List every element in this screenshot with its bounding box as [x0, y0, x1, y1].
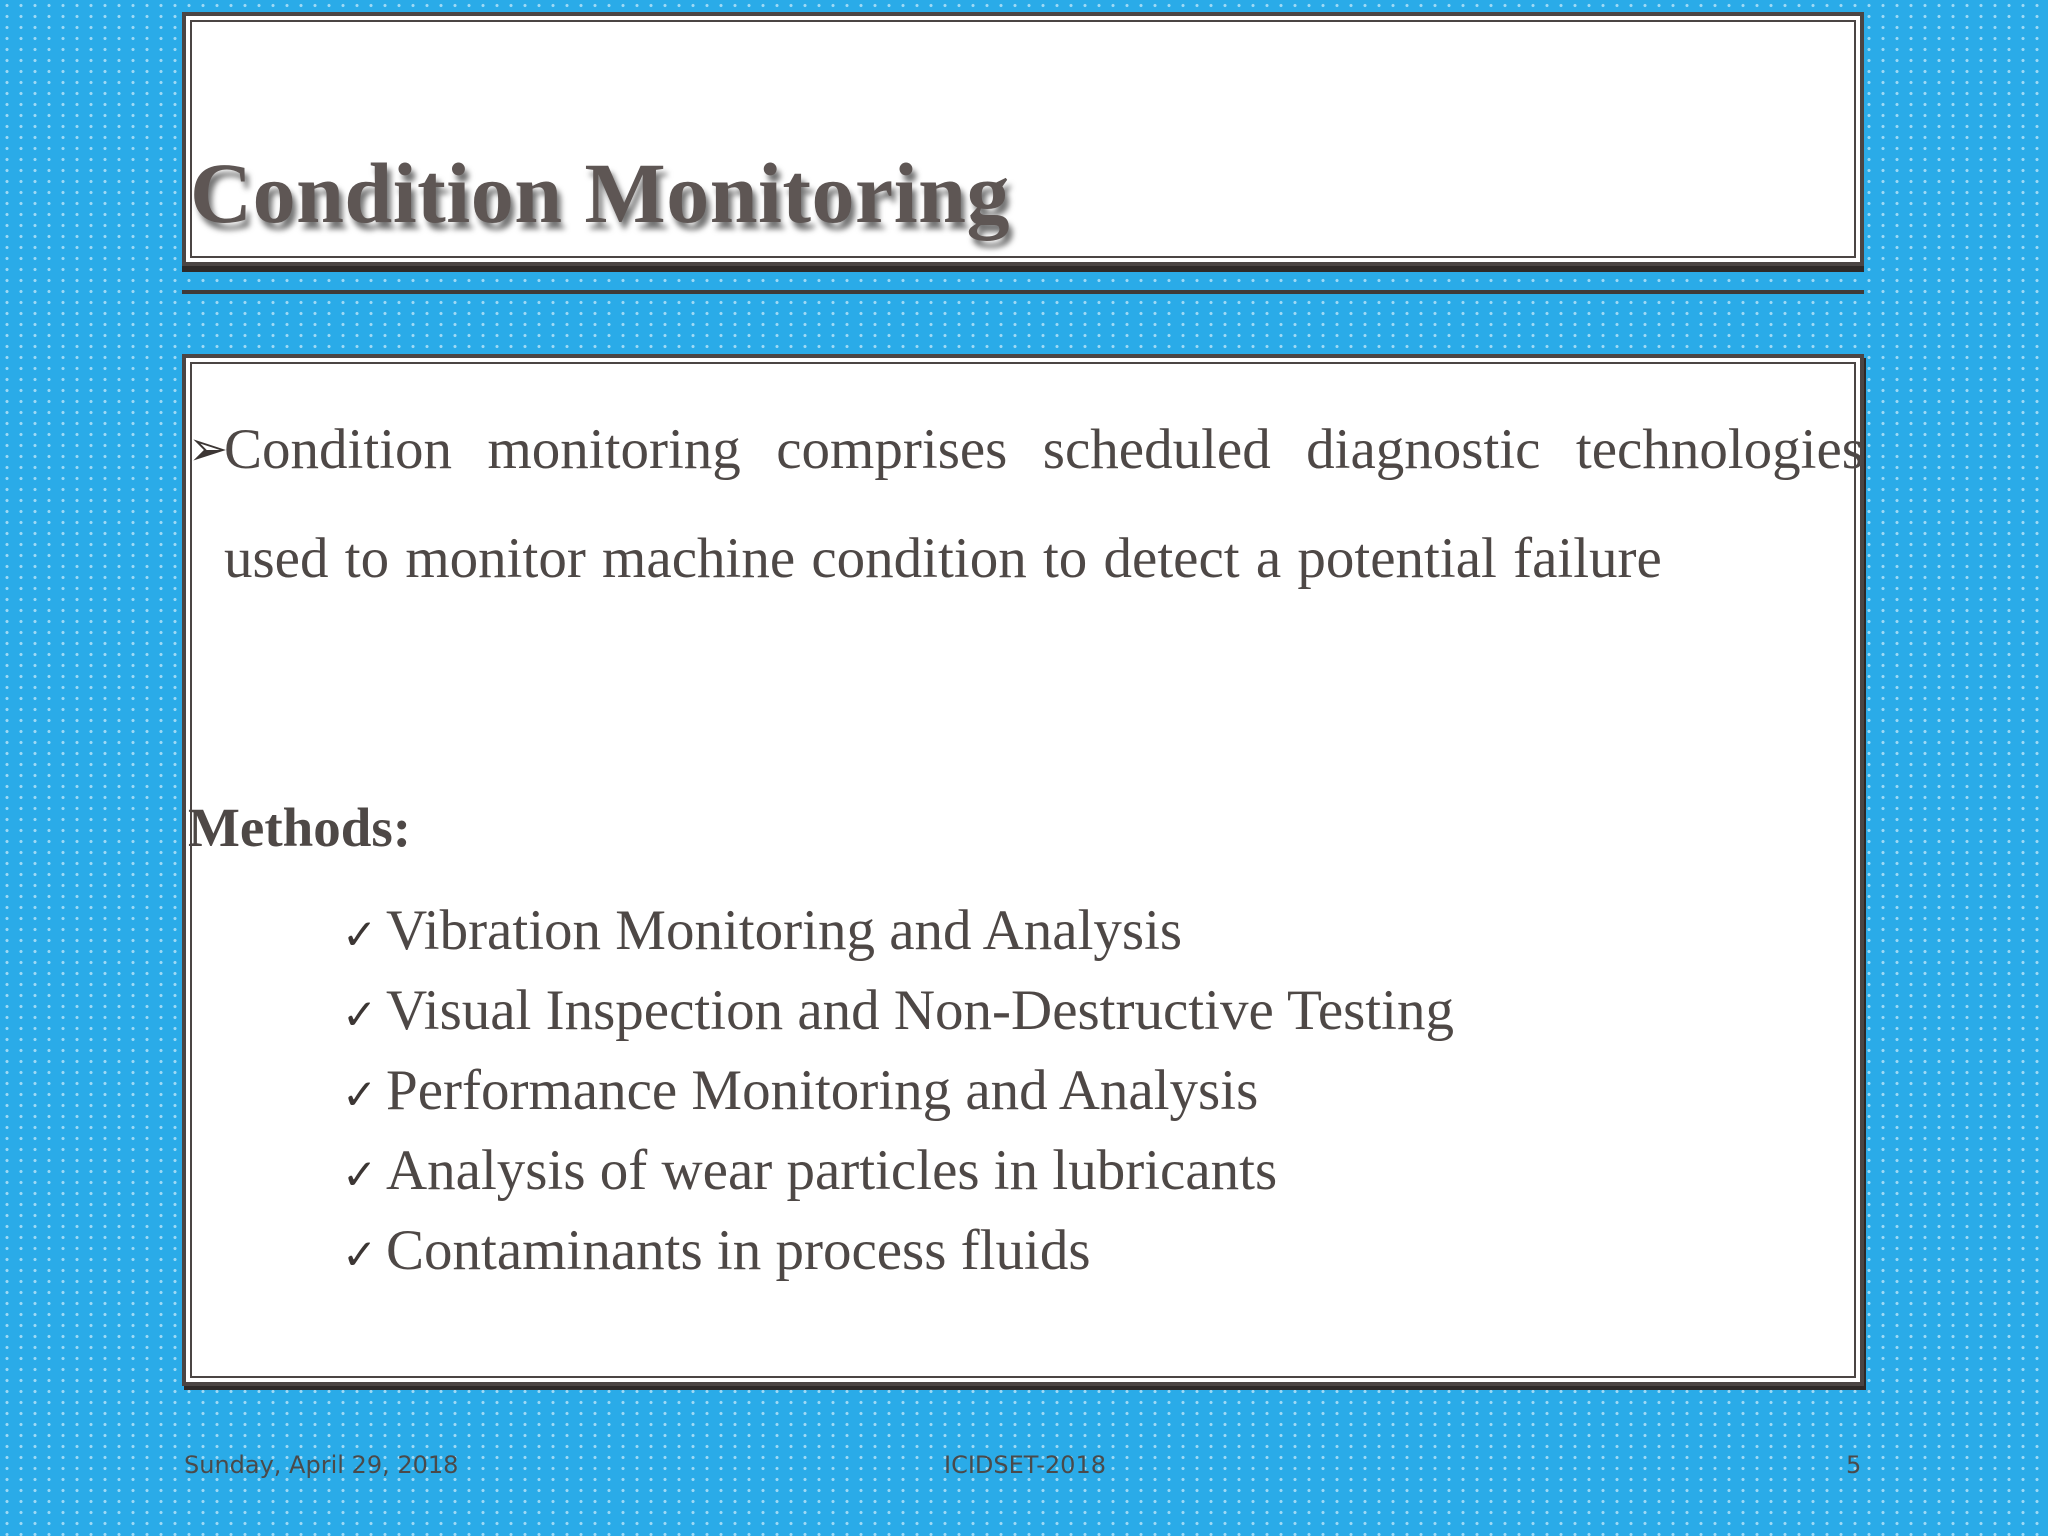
method-label: Analysis of wear particles in lubricants — [386, 1139, 1278, 1202]
footer-event: ICIDSET-2018 — [944, 1451, 1106, 1479]
footer-date: Sunday, April 29, 2018 — [184, 1451, 459, 1479]
methods-list — [342, 891, 1454, 1291]
arrow-bullet-icon: ➢ — [188, 421, 229, 477]
list-item — [342, 891, 1454, 971]
intro-paragraph — [188, 395, 1864, 613]
title-divider — [182, 290, 1864, 294]
list-item — [342, 1131, 1454, 1211]
checkmark-icon: ✓ — [342, 910, 378, 959]
method-label: Vibration Monitoring and Analysis — [386, 899, 1183, 962]
list-item — [342, 1211, 1454, 1291]
slide-title: Condition Monitoring — [190, 145, 1010, 241]
checkmark-icon: ✓ — [342, 1070, 378, 1119]
checkmark-icon: ✓ — [342, 1150, 378, 1199]
method-label: Visual Inspection and Non-Destructive Testing — [386, 979, 1454, 1042]
method-label: Contaminants in process fluids — [386, 1219, 1091, 1282]
methods-heading: Methods: — [188, 797, 412, 858]
page-number: 5 — [1846, 1451, 1862, 1479]
list-item — [342, 1051, 1454, 1131]
intro-text: Condition monitoring comprises scheduled diagnostic technologies used to monitor machine condition to detect a potential failure — [224, 418, 1864, 590]
list-item — [342, 971, 1454, 1051]
method-label: Performance Monitoring and Analysis — [386, 1059, 1259, 1122]
checkmark-icon: ✓ — [342, 1230, 378, 1279]
checkmark-icon: ✓ — [342, 990, 378, 1039]
